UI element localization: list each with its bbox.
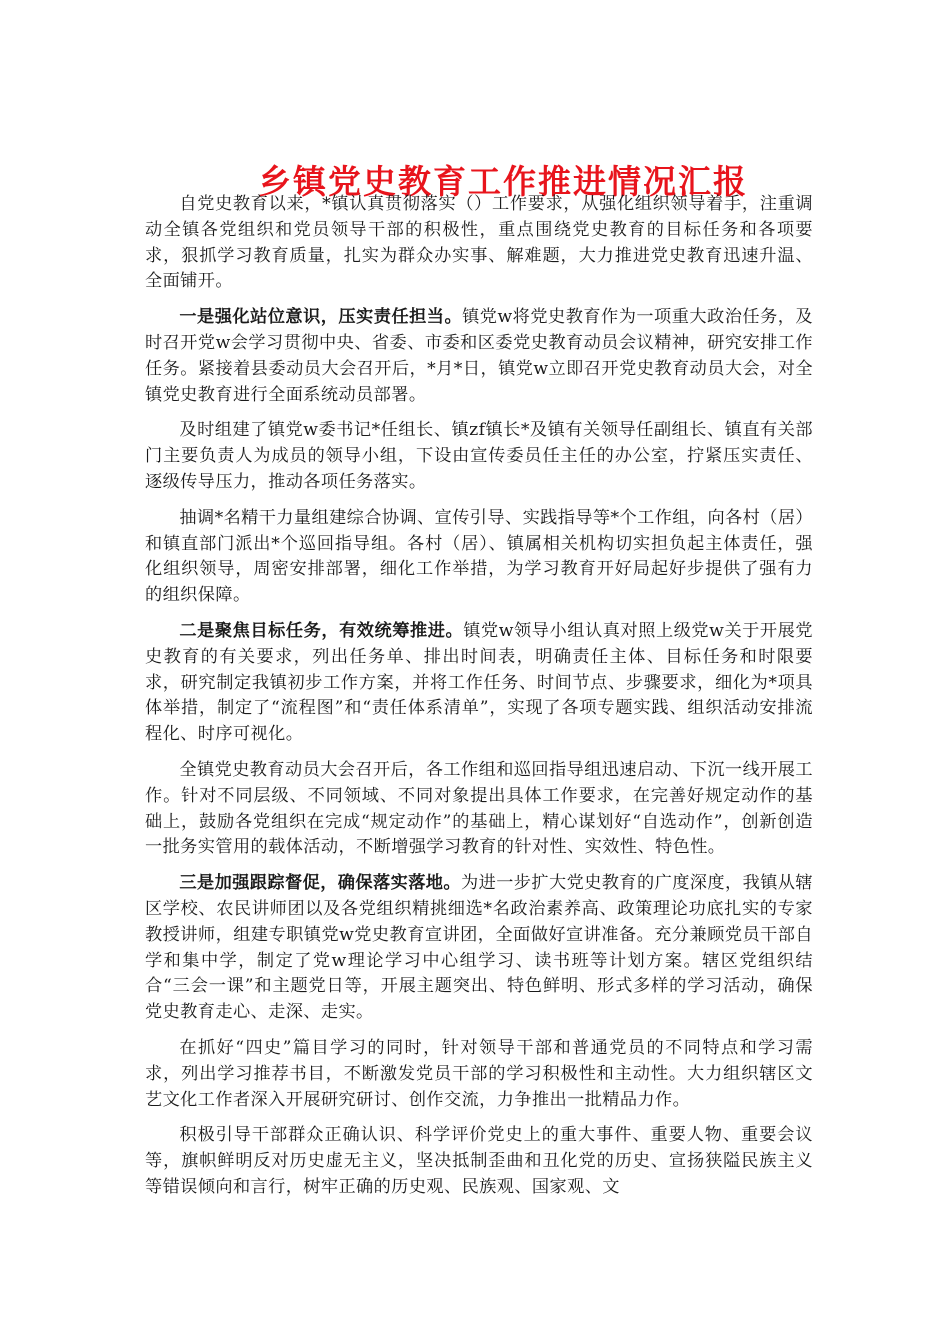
paragraph-leading-group xyxy=(145,418,813,495)
paragraph-text: 镇党w领导小组认真对照上级党w关于开展党史教育的有关要求，列出任务单、排出时间表，明确责任主体、目标任务和时限要求，研究制定我镇初步工作方案，并将工作任务、时间节点、步骤要求，细化为*项具体举措，制定了“流程图”和“责任体系清单”，实现了各项专题实践、组织活动安排流程化、时序可视化。 xyxy=(145,620,813,745)
paragraph-lead: 二是聚焦目标任务，有效统筹推进。 xyxy=(179,620,464,641)
paragraph-text: 在抓好“四史”篇目学习的同时，针对领导干部和普通党员的不同特点和学习需求，列出学习推荐书目，不断激发党员干部的学习积极性和主动性。大力组织辖区文艺文化工作者深入开展研究研讨、创作交流，力争推出一批精品力作。 xyxy=(145,1037,813,1110)
paragraph-point-three xyxy=(145,871,813,1026)
paragraph-text: 为进一步扩大党史教育的广度深度，我镇从辖区学校、农民讲师团以及各党组织精挑细选*名政治素养高、政策理论功底扎实的专家教授讲师，组建专职镇党w党史教育宣讲团，全面做好宣讲准备。充分兼顾党员干部自学和集中学，制定了党w理论学习中心组学习、读书班等计划方案。辖区党组织结合“三会一课”和主题党日等，开展主题突出、特色鲜明、形式多样的学习活动，确保党史教育走心、走深、走实。 xyxy=(145,873,813,1023)
paragraph-lead: 三是加强跟踪督促，确保落实落地。 xyxy=(179,873,461,894)
paragraph-text: 全镇党史教育动员大会召开后，各工作组和巡回指导组迅速启动、下沉一线开展工作。针对不同层级、不同领域、不同对象提出具体工作要求，在完善好规定动作的基础上，鼓励各党组织在完成“规定动作”的基础上，精心谋划好“自选动作”，创新创造一批务实管用的载体活动，不断增强学习教育的针对性、实效性、特色性。 xyxy=(145,759,813,858)
paragraph-lead: 一是强化站位意识，压实责任担当。 xyxy=(179,307,463,328)
paragraph-mobilization xyxy=(145,758,813,861)
paragraph-point-one xyxy=(145,305,813,408)
paragraph-text: 积极引导干部群众正确认识、科学评价党史上的重大事件、重要人物、重要会议等，旗帜鲜明反对历史虚无主义，坚决抵制歪曲和丑化党的历史、宣扬狭隘民族主义等错误倾向和言行，树牢正确的历史观、民族观、国家观、文 xyxy=(145,1125,813,1197)
paragraph-text: 及时组建了镇党w委书记*任组长、镇zf镇长*及镇有关领导任副组长、镇直有关部门主要负责人为成员的领导小组，下设由宣传委员任主任的办公室，拧紧压实责任、逐级传导压力，推动各项任务落实。 xyxy=(145,420,813,492)
paragraph-intro xyxy=(145,192,813,295)
paragraph-text: 镇党w将党史教育作为一项重大政治任务，及时召开党w会学习贯彻中央、省委、市委和区委党史教育动员会议精神，研究安排工作任务。紧接着县委动员大会召开后，*月*日，镇党w立即召开党史教育动员大会，对全镇党史教育进行全面系统动员部署。 xyxy=(145,307,814,405)
paragraph-work-groups xyxy=(145,506,813,609)
paragraph-text: 自党史教育以来，*镇认真贯彻落实（）工作要求，从强化组织领导着手，注重调动全镇各党组织和党员领导干部的积极性，重点围绕党史教育的目标任务和各项要求，狠抓学习教育质量，扎实为群众办实事、解难题，大力推进党史教育迅速升温、全面铺开。 xyxy=(145,194,813,292)
paragraph-historical-view xyxy=(145,1123,813,1200)
paragraph-point-two xyxy=(145,619,813,748)
paragraph-four-histories xyxy=(145,1036,813,1113)
paragraph-text: 抽调*名精干力量组建综合协调、宣传引导、实践指导等*个工作组，向各村（居）和镇直部门派出*个巡回指导组。各村（居）、镇属相关机构切实担负起主体责任，强化组织领导，周密安排部署，细化工作举措，为学习教育开好局起好步提供了强有力的组织保障。 xyxy=(145,507,813,606)
document-body xyxy=(145,192,813,1211)
document-title: 乡镇党史教育工作推进情况汇报 xyxy=(258,162,748,202)
